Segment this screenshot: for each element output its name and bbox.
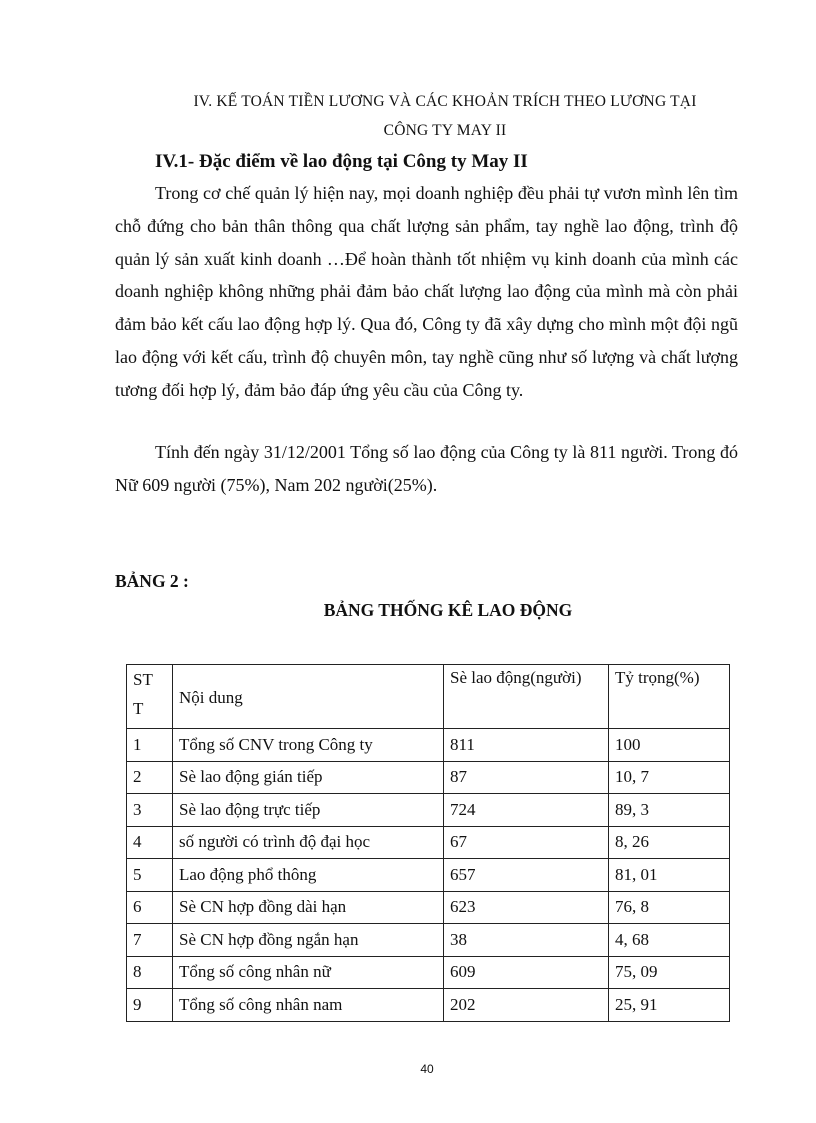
- cell-so-lao-dong: 67: [444, 826, 609, 859]
- table-row: [127, 729, 730, 762]
- table-title: BẢNG THỐNG KÊ LAO ĐỘNG: [323, 600, 573, 620]
- table-header-row: [127, 665, 730, 729]
- cell-ty-trong: 10, 7: [609, 761, 730, 794]
- cell-stt: 6: [127, 891, 173, 924]
- table-row: [127, 989, 730, 1022]
- cell-stt: 5: [127, 859, 173, 892]
- page-number: 40: [420, 1062, 434, 1076]
- cell-stt: 1: [127, 729, 173, 762]
- table-row: [127, 891, 730, 924]
- cell-noi-dung: Sè lao động gián tiếp: [173, 761, 444, 794]
- cell-stt: 7: [127, 924, 173, 957]
- cell-noi-dung: Sè CN hợp đồng dài hạn: [173, 891, 444, 924]
- cell-stt: 3: [127, 794, 173, 827]
- cell-so-lao-dong: 609: [444, 956, 609, 989]
- cell-ty-trong: 81, 01: [609, 859, 730, 892]
- cell-ty-trong: 76, 8: [609, 891, 730, 924]
- cell-noi-dung: số người có trình độ đại học: [173, 826, 444, 859]
- header-so-lao-dong: Sè lao động(người): [444, 665, 609, 729]
- section-title-line2: CÔNG TY MAY II: [383, 122, 507, 139]
- cell-so-lao-dong: 202: [444, 989, 609, 1022]
- cell-ty-trong: 25, 91: [609, 989, 730, 1022]
- table-row: [127, 761, 730, 794]
- table-row: [127, 956, 730, 989]
- cell-so-lao-dong: 724: [444, 794, 609, 827]
- cell-ty-trong: 4, 68: [609, 924, 730, 957]
- cell-ty-trong: 89, 3: [609, 794, 730, 827]
- cell-so-lao-dong: 87: [444, 761, 609, 794]
- paragraph-2: Tính đến ngày 31/12/2001 Tổng số lao động của Công ty là 811 người. Trong đó Nữ 609 người (75%), Nam 202 người(25%).: [115, 442, 738, 495]
- cell-so-lao-dong: 38: [444, 924, 609, 957]
- header-ty-trong: Tỷ trọng(%): [609, 665, 730, 729]
- cell-so-lao-dong: 811: [444, 729, 609, 762]
- cell-noi-dung: Tổng số công nhân nam: [173, 989, 444, 1022]
- cell-ty-trong: 100: [609, 729, 730, 762]
- table-row: [127, 859, 730, 892]
- cell-noi-dung: Lao động phổ thông: [173, 859, 444, 892]
- cell-so-lao-dong: 657: [444, 859, 609, 892]
- section-title-line1: IV. KẾ TOÁN TIỀN LƯƠNG VÀ CÁC KHOẢN TRÍCH THEO LƯƠNG TẠI: [193, 93, 697, 110]
- cell-noi-dung: Sè CN hợp đồng ngắn hạn: [173, 924, 444, 957]
- cell-stt: 2: [127, 761, 173, 794]
- header-noi-dung: Nội dung: [173, 665, 444, 729]
- cell-so-lao-dong: 623: [444, 891, 609, 924]
- cell-noi-dung: Sè lao động trực tiếp: [173, 794, 444, 827]
- header-stt: ST T: [127, 665, 173, 729]
- cell-ty-trong: 75, 09: [609, 956, 730, 989]
- cell-stt: 9: [127, 989, 173, 1022]
- labor-statistics-table: [126, 664, 730, 1022]
- paragraph-1: Trong cơ chế quản lý hiện nay, mọi doanh nghiệp đều phải tự vươn mình lên tìm chỗ đứng cho bản thân thông qua chất lượng sản phẩm, tay nghề lao động, trình độ quản lý sản xuất kinh doanh …Để hoàn thành tốt nhiệm vụ kinh doanh của mình các doanh nghiệp không những phải đảm bảo chất lượng lao động của mình mà còn phải đảm bảo kết cấu lao động hợp lý. Qua đó, Công ty đã xây dựng cho mình một đội ngũ lao động với kết cấu, trình độ chuyên môn, tay nghề cũng như số lượng và chất lượng tương đối hợp lý, đảm bảo đáp ứng yêu cầu của Công ty.: [115, 183, 738, 400]
- subsection-heading: IV.1- Đặc điểm về lao động tại Công ty May II: [155, 151, 528, 172]
- table-row: [127, 924, 730, 957]
- table-label: BẢNG 2 :: [115, 571, 189, 591]
- cell-stt: 4: [127, 826, 173, 859]
- table-row: [127, 826, 730, 859]
- cell-ty-trong: 8, 26: [609, 826, 730, 859]
- cell-noi-dung: Tổng số CNV trong Công ty: [173, 729, 444, 762]
- cell-stt: 8: [127, 956, 173, 989]
- cell-noi-dung: Tổng số công nhân nữ: [173, 956, 444, 989]
- table-row: [127, 794, 730, 827]
